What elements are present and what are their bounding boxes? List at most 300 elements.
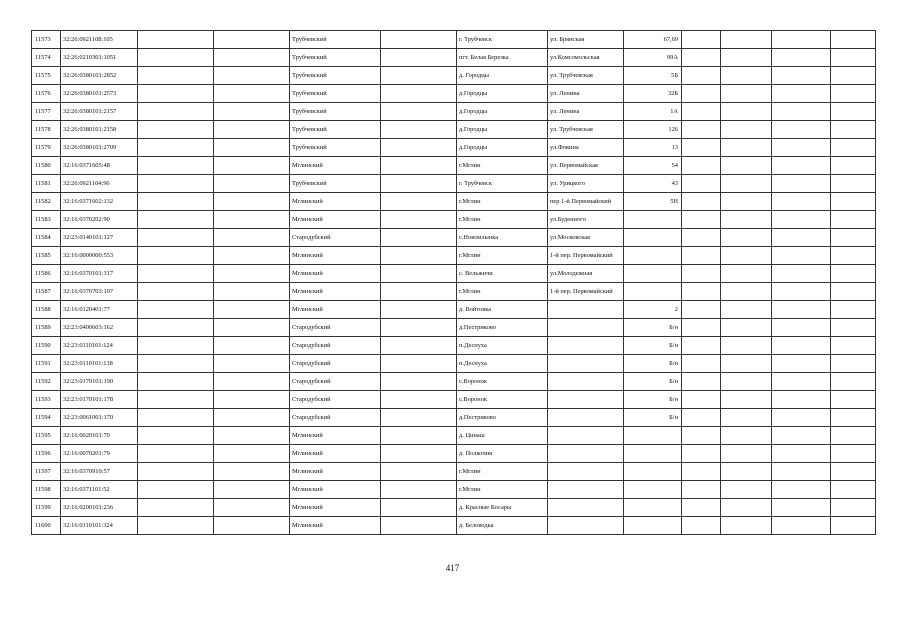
empty-cell (214, 193, 290, 211)
cadastral-number-cell: 32:16:0000000:553 (61, 247, 138, 265)
street-cell: ул. Ленина (548, 103, 624, 121)
empty-cell (682, 499, 721, 517)
table-row (32, 157, 876, 175)
empty-cell (682, 319, 721, 337)
street-cell: ул. Трубчевская (548, 67, 624, 85)
house-number-cell: 13 (624, 139, 682, 157)
locality-cell: г. Трубчевск (457, 175, 548, 193)
table-row (32, 193, 876, 211)
house-number-cell (624, 481, 682, 499)
district-cell: Мглинский (290, 463, 381, 481)
street-cell (548, 301, 624, 319)
cadastral-number-cell: 32:23:0170101:178 (61, 391, 138, 409)
street-cell: 1-й пер. Первомайский (548, 247, 624, 265)
empty-cell (772, 265, 831, 283)
empty-cell (214, 517, 290, 535)
empty-cell (721, 139, 772, 157)
empty-cell (682, 229, 721, 247)
cadastral-number-cell: 32:23:0140101:127 (61, 229, 138, 247)
empty-cell (214, 427, 290, 445)
empty-cell (214, 139, 290, 157)
empty-cell (214, 85, 290, 103)
row-number-cell: 11583 (32, 211, 61, 229)
empty-cell (682, 517, 721, 535)
locality-cell: д.Городцы (457, 103, 548, 121)
cadastral-number-cell: 32:23:0061001:170 (61, 409, 138, 427)
house-number-cell: 54 (624, 157, 682, 175)
house-number-cell: 1А (624, 103, 682, 121)
cadastral-number-cell: 32:16:0370703:107 (61, 283, 138, 301)
empty-cell (214, 391, 290, 409)
row-number-cell: 11579 (32, 139, 61, 157)
empty-cell (381, 67, 457, 85)
row-number-cell: 11577 (32, 103, 61, 121)
empty-cell (138, 175, 214, 193)
empty-cell (138, 265, 214, 283)
empty-cell (721, 193, 772, 211)
row-number-cell: 11584 (32, 229, 61, 247)
table-row (32, 427, 876, 445)
table-row (32, 373, 876, 391)
empty-cell (138, 373, 214, 391)
row-number-cell: 11592 (32, 373, 61, 391)
empty-cell (138, 481, 214, 499)
empty-cell (721, 211, 772, 229)
table-row (32, 391, 876, 409)
locality-cell: с.Воронок (457, 373, 548, 391)
table-row (32, 265, 876, 283)
empty-cell (721, 409, 772, 427)
cadastral-number-cell: 32:23:0110101:124 (61, 337, 138, 355)
cadastral-number-cell: 32:16:0370202:90 (61, 211, 138, 229)
empty-cell (381, 31, 457, 49)
empty-cell (381, 463, 457, 481)
empty-cell (682, 427, 721, 445)
empty-cell (138, 427, 214, 445)
house-number-cell (624, 499, 682, 517)
empty-cell (721, 265, 772, 283)
empty-cell (381, 355, 457, 373)
table-row (32, 463, 876, 481)
empty-cell (772, 427, 831, 445)
row-number-cell: 11596 (32, 445, 61, 463)
empty-cell (682, 337, 721, 355)
empty-cell (721, 319, 772, 337)
empty-cell (772, 463, 831, 481)
empty-cell (214, 157, 290, 175)
table-row (32, 121, 876, 139)
empty-cell (138, 247, 214, 265)
locality-cell: г.Мглин (457, 193, 548, 211)
locality-cell: д. Цинаш (457, 427, 548, 445)
house-number-cell: 67,69 (624, 31, 682, 49)
house-number-cell: 99А (624, 49, 682, 67)
empty-cell (772, 337, 831, 355)
cadastral-number-cell: 32:26:0921108:105 (61, 31, 138, 49)
cadastral-number-cell: 32:26:0921104:96 (61, 175, 138, 193)
district-cell: Мглинский (290, 499, 381, 517)
street-cell: ул.Молодежная (548, 265, 624, 283)
street-cell: пер 1-й Первомайский (548, 193, 624, 211)
row-number-cell: 11580 (32, 157, 61, 175)
table-row (32, 139, 876, 157)
street-cell: ул. Брянская (548, 31, 624, 49)
table-row (32, 355, 876, 373)
row-number-cell: 11576 (32, 85, 61, 103)
locality-cell: д. Войтовка (457, 301, 548, 319)
house-number-cell: 43 (624, 175, 682, 193)
street-cell (548, 409, 624, 427)
table-row (32, 229, 876, 247)
street-cell (548, 517, 624, 535)
empty-cell (831, 103, 876, 121)
row-number-cell: 11595 (32, 427, 61, 445)
row-number-cell: 11593 (32, 391, 61, 409)
empty-cell (772, 139, 831, 157)
locality-cell: г.Мглин (457, 247, 548, 265)
district-cell: Стародубский (290, 391, 381, 409)
street-cell (548, 373, 624, 391)
empty-cell (214, 247, 290, 265)
cadastral-number-cell: 32:16:0020101:70 (61, 427, 138, 445)
locality-cell: д.Пестриково (457, 319, 548, 337)
empty-cell (138, 85, 214, 103)
empty-cell (214, 283, 290, 301)
street-cell (548, 463, 624, 481)
house-number-cell: 5Б (624, 67, 682, 85)
cadastral-number-cell: 32:16:0371101:52 (61, 481, 138, 499)
empty-cell (381, 445, 457, 463)
empty-cell (831, 499, 876, 517)
empty-cell (772, 31, 831, 49)
district-cell: Трубчевский (290, 49, 381, 67)
table-row (32, 301, 876, 319)
house-number-cell: Б/н (624, 409, 682, 427)
street-cell (548, 355, 624, 373)
empty-cell (772, 283, 831, 301)
empty-cell (772, 229, 831, 247)
district-cell: Мглинский (290, 265, 381, 283)
row-number-cell: 11588 (32, 301, 61, 319)
cadastral-number-cell: 32:16:0120401:77 (61, 301, 138, 319)
empty-cell (682, 481, 721, 499)
district-cell: Трубчевский (290, 31, 381, 49)
empty-cell (772, 409, 831, 427)
empty-cell (682, 67, 721, 85)
empty-cell (772, 319, 831, 337)
table-body (32, 31, 876, 535)
empty-cell (831, 193, 876, 211)
cadastral-number-cell: 32:16:0110101:324 (61, 517, 138, 535)
district-cell: Трубчевский (290, 103, 381, 121)
house-number-cell: Б/н (624, 337, 682, 355)
cadastral-number-cell: 32:23:0170101:190 (61, 373, 138, 391)
district-cell: Мглинский (290, 211, 381, 229)
empty-cell (682, 355, 721, 373)
table-row (32, 409, 876, 427)
empty-cell (214, 49, 290, 67)
house-number-cell (624, 427, 682, 445)
empty-cell (831, 265, 876, 283)
empty-cell (682, 463, 721, 481)
empty-cell (831, 247, 876, 265)
empty-cell (381, 319, 457, 337)
house-number-cell (624, 247, 682, 265)
empty-cell (831, 481, 876, 499)
locality-cell: с.Воронок (457, 391, 548, 409)
empty-cell (214, 31, 290, 49)
empty-cell (682, 373, 721, 391)
house-number-cell (624, 211, 682, 229)
locality-cell: пгт. Белая Березка (457, 49, 548, 67)
house-number-cell: 2 (624, 301, 682, 319)
house-number-cell: 5Н (624, 193, 682, 211)
locality-cell: д.Городцы (457, 121, 548, 139)
locality-cell: г. Трубчевск (457, 31, 548, 49)
row-number-cell: 11594 (32, 409, 61, 427)
house-number-cell: 32Б (624, 85, 682, 103)
row-number-cell: 11589 (32, 319, 61, 337)
street-cell (548, 337, 624, 355)
empty-cell (682, 391, 721, 409)
district-cell: Мглинский (290, 517, 381, 535)
cadastral-number-cell: 32:16:0371605:48 (61, 157, 138, 175)
row-number-cell: 11598 (32, 481, 61, 499)
empty-cell (721, 445, 772, 463)
cadastral-number-cell: 32:26:0380101:2709 (61, 139, 138, 157)
locality-cell: д. Городцы (457, 67, 548, 85)
empty-cell (381, 229, 457, 247)
cadastral-number-cell: 32:26:0380101:2573 (61, 85, 138, 103)
empty-cell (831, 409, 876, 427)
empty-cell (831, 67, 876, 85)
empty-cell (682, 301, 721, 319)
empty-cell (772, 49, 831, 67)
street-cell (548, 481, 624, 499)
table-row (32, 499, 876, 517)
empty-cell (721, 85, 772, 103)
house-number-cell: Б/н (624, 391, 682, 409)
table-row (32, 211, 876, 229)
empty-cell (721, 301, 772, 319)
empty-cell (381, 265, 457, 283)
district-cell: Стародубский (290, 337, 381, 355)
empty-cell (831, 211, 876, 229)
empty-cell (721, 31, 772, 49)
empty-cell (138, 409, 214, 427)
district-cell: Мглинский (290, 427, 381, 445)
empty-cell (831, 463, 876, 481)
row-number-cell: 11600 (32, 517, 61, 535)
empty-cell (214, 265, 290, 283)
cadastral-number-cell: 32:16:0200101:236 (61, 499, 138, 517)
empty-cell (381, 211, 457, 229)
house-number-cell (624, 463, 682, 481)
district-cell: Мглинский (290, 481, 381, 499)
empty-cell (682, 265, 721, 283)
empty-cell (138, 211, 214, 229)
empty-cell (721, 391, 772, 409)
empty-cell (772, 391, 831, 409)
empty-cell (214, 355, 290, 373)
empty-cell (682, 409, 721, 427)
row-number-cell: 11581 (32, 175, 61, 193)
empty-cell (214, 373, 290, 391)
row-number-cell: 11582 (32, 193, 61, 211)
locality-cell: д.Пестриково (457, 409, 548, 427)
empty-cell (381, 481, 457, 499)
table-row (32, 103, 876, 121)
empty-cell (721, 283, 772, 301)
cadastral-number-cell: 32:26:0380101:2158 (61, 121, 138, 139)
empty-cell (721, 157, 772, 175)
empty-cell (138, 157, 214, 175)
empty-cell (381, 283, 457, 301)
empty-cell (682, 139, 721, 157)
table-row (32, 67, 876, 85)
empty-cell (772, 481, 831, 499)
empty-cell (138, 229, 214, 247)
empty-cell (682, 193, 721, 211)
locality-cell: п.Деснуха (457, 337, 548, 355)
empty-cell (721, 481, 772, 499)
empty-cell (772, 193, 831, 211)
empty-cell (772, 175, 831, 193)
empty-cell (831, 391, 876, 409)
locality-cell: п.Деснуха (457, 355, 548, 373)
house-number-cell: 126 (624, 121, 682, 139)
street-cell: ул. Трубчевская (548, 121, 624, 139)
empty-cell (381, 499, 457, 517)
row-number-cell: 11597 (32, 463, 61, 481)
empty-cell (831, 49, 876, 67)
street-cell (548, 319, 624, 337)
empty-cell (214, 211, 290, 229)
cadastral-number-cell: 32:16:0070201:79 (61, 445, 138, 463)
empty-cell (138, 139, 214, 157)
empty-cell (831, 337, 876, 355)
district-cell: Стародубский (290, 319, 381, 337)
empty-cell (721, 337, 772, 355)
row-number-cell: 11591 (32, 355, 61, 373)
street-cell: ул.Московская (548, 229, 624, 247)
records-table (31, 30, 876, 535)
empty-cell (772, 67, 831, 85)
table-row (32, 175, 876, 193)
empty-cell (381, 103, 457, 121)
empty-cell (682, 103, 721, 121)
empty-cell (214, 481, 290, 499)
empty-cell (381, 427, 457, 445)
empty-cell (831, 175, 876, 193)
house-number-cell (624, 517, 682, 535)
empty-cell (138, 517, 214, 535)
empty-cell (772, 373, 831, 391)
house-number-cell (624, 265, 682, 283)
empty-cell (831, 157, 876, 175)
cadastral-number-cell: 32:26:0210301:1051 (61, 49, 138, 67)
locality-cell: д.Городцы (457, 139, 548, 157)
empty-cell (381, 121, 457, 139)
empty-cell (214, 67, 290, 85)
row-number-cell: 11599 (32, 499, 61, 517)
empty-cell (831, 301, 876, 319)
empty-cell (772, 445, 831, 463)
empty-cell (138, 337, 214, 355)
locality-cell: с. Вельжичи (457, 265, 548, 283)
cadastral-number-cell: 32:16:0371602:132 (61, 193, 138, 211)
empty-cell (721, 499, 772, 517)
empty-cell (682, 157, 721, 175)
locality-cell: г.Мглин (457, 157, 548, 175)
empty-cell (772, 355, 831, 373)
locality-cell: д. Красные Косары (457, 499, 548, 517)
table-row (32, 283, 876, 301)
empty-cell (721, 463, 772, 481)
empty-cell (214, 229, 290, 247)
empty-cell (138, 391, 214, 409)
table-row (32, 481, 876, 499)
district-cell: Трубчевский (290, 175, 381, 193)
empty-cell (772, 301, 831, 319)
table-row (32, 85, 876, 103)
empty-cell (214, 445, 290, 463)
page-number: 417 (445, 563, 460, 573)
empty-cell (682, 283, 721, 301)
street-cell: 1-й пер. Первомайский (548, 283, 624, 301)
street-cell: ул. Первомайская (548, 157, 624, 175)
empty-cell (831, 445, 876, 463)
district-cell: Трубчевский (290, 139, 381, 157)
district-cell: Трубчевский (290, 67, 381, 85)
empty-cell (138, 283, 214, 301)
locality-cell: с.Новомлынка (457, 229, 548, 247)
empty-cell (138, 193, 214, 211)
locality-cell: г.Мглин (457, 481, 548, 499)
street-cell (548, 499, 624, 517)
house-number-cell (624, 283, 682, 301)
empty-cell (772, 121, 831, 139)
street-cell: ул. Ленина (548, 85, 624, 103)
empty-cell (381, 247, 457, 265)
empty-cell (831, 139, 876, 157)
row-number-cell: 11590 (32, 337, 61, 355)
table-row (32, 247, 876, 265)
empty-cell (682, 247, 721, 265)
empty-cell (831, 85, 876, 103)
empty-cell (138, 319, 214, 337)
row-number-cell: 11578 (32, 121, 61, 139)
empty-cell (682, 211, 721, 229)
empty-cell (214, 319, 290, 337)
empty-cell (682, 175, 721, 193)
table-row (32, 319, 876, 337)
empty-cell (381, 301, 457, 319)
empty-cell (381, 157, 457, 175)
empty-cell (721, 517, 772, 535)
empty-cell (138, 301, 214, 319)
district-cell: Стародубский (290, 229, 381, 247)
locality-cell: г.Мглин (457, 463, 548, 481)
empty-cell (381, 49, 457, 67)
empty-cell (772, 103, 831, 121)
row-number-cell: 11574 (32, 49, 61, 67)
street-cell: ул.Комсомольская (548, 49, 624, 67)
empty-cell (721, 175, 772, 193)
empty-cell (138, 31, 214, 49)
district-cell: Мглинский (290, 283, 381, 301)
house-number-cell (624, 445, 682, 463)
